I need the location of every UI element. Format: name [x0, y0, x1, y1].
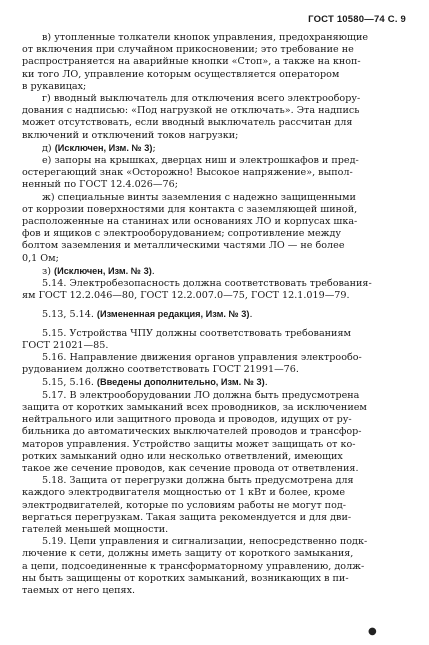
text-line: таемых от него цепях. [22, 584, 136, 596]
text-line: от коррозии поверхностями для контакта с заземляющей шиной, [22, 203, 358, 215]
text-line: в рукавицах; [22, 80, 87, 92]
text-line: 5.18. Защита от перегрузки должна быть предусмотрена для [42, 475, 354, 487]
text-line: 5.14. Электробезопасность должна соответствовать требования- [42, 278, 372, 290]
text-line: каждого электродвигателя мощностью от 1 кВт и более, кроме [22, 487, 345, 499]
text-line: фов и ящиков с электрооборудованием; сопротивление между [22, 228, 342, 240]
text-line: 5.15. Устройства ЧПУ должны соответствовать требованиям [42, 327, 351, 339]
text-line: включений и отключений токов нагрузки; [22, 129, 239, 141]
item-d-note: (Исключен, Изм. № 3) [54, 142, 153, 153]
text-line: ны быть защищены от коротких замыканий, возникающих в пи- [22, 572, 349, 584]
text-line: такое же сечение проводов, как сечение провода от ответвления. [22, 462, 359, 474]
text-line: бильника до автоматических выключателей проводов и трансфор- [22, 426, 362, 438]
item-z-excluded: з) (Исключен, Изм. № 3). [42, 265, 155, 277]
text-line: е) запоры на крышках, дверцах ниш и электрошкафов и пред- [42, 155, 359, 167]
text-line: ненный по ГОСТ 12.4.026—76; [22, 179, 178, 191]
added-text: (Введены дополнительно, Изм. № 3) [96, 377, 265, 388]
item-z-note: (Исключен, Изм. № 3) [54, 265, 152, 276]
text-line: ГОСТ 21021—85. [22, 339, 109, 351]
text-line: маторов управления. Устройство защиты может защищать от ко- [22, 438, 356, 450]
text-line: защита от коротких замыканий всех проводников, за исключением [22, 401, 367, 413]
text-line: электродвигателей, которые по условиям работы не могут под- [22, 499, 347, 511]
text-line: 5.17. В электрооборудовании ЛО должна быть предусмотрена [42, 389, 360, 401]
text-line: лючение к сети, должны иметь защиту от короткого замыкания, [22, 548, 354, 560]
added-note: 5.15, 5.16. (Введены дополнительно, Изм. № 3). [42, 377, 268, 389]
text-line: 0,1 Ом; [22, 252, 59, 264]
text-line: может отсутствовать, если вводный выключатель рассчитан для [22, 117, 353, 129]
text-line: 5.16. Направление движения органов управления электрообо- [42, 352, 362, 364]
text-line: ки того ЛО, управление которым осуществляется оператором [22, 68, 340, 80]
text-line: остерегающий знак «Осторожно! Высокое напряжение», выпол- [22, 167, 353, 179]
item-d-prefix: д) [42, 142, 55, 154]
item-d-excluded: д) (Исключен, Изм. № 3); [42, 142, 156, 154]
text-line: а цепи, подсоединенные к трансформаторному управлению, долж- [22, 560, 365, 572]
text-line: рудованием должно соответствовать ГОСТ 21991—76. [22, 364, 299, 376]
text-line: от включения при случайном прикосновении; это требование не [22, 44, 354, 56]
text-line: вергаться перегрузкам. Такая защита рекомендуется и для дви- [22, 511, 352, 523]
revision-text: (Измененная редакция, Изм. № 3) [96, 309, 250, 320]
text-line: распространяется на аварийные кнопки «Стоп», а также на кноп- [22, 56, 361, 68]
text-line: нейтрального или защитного провода и проводов, идущих от ру- [22, 414, 352, 426]
document-page [22, 14, 408, 597]
revision-note: 5.13, 5.14. (Измененная редакция, Изм. № 3). [42, 309, 253, 321]
text-line: гателей меньшей мощности. [22, 523, 169, 535]
added-prefix: 5.15, 5.16. [42, 377, 97, 389]
revision-prefix: 5.13, 5.14. [42, 309, 97, 321]
page-header [22, 14, 408, 25]
page-number: С. 9 [387, 14, 406, 25]
text-line: ж) специальные винты заземления с надежно защищенными [42, 191, 356, 203]
text-line: ям ГОСТ 12.2.046—80, ГОСТ 12.2.007.0—75, ГОСТ 12.1.019—79. [22, 290, 350, 302]
standard-number: ГОСТ 10580—74 [308, 14, 385, 25]
text-line: расположенные на станинах или основаниях ЛО и корпусах шка- [22, 216, 358, 228]
text-line: ротких замыканий одно или несколько ответвлений, имеющих [22, 450, 343, 462]
text-line: в) утопленные толкатели кнопок управления, предохраняющие [42, 32, 369, 43]
text-line: дования с надписью: «Под нагрузкой не отключать». Эта надпись [22, 105, 360, 117]
text-line: г) вводный выключатель для отключения всего электрообору- [42, 93, 361, 105]
text-line: 5.19. Цепи управления и сигнализации, непосредственно подк- [42, 536, 368, 548]
item-z-prefix: з) [42, 265, 55, 277]
bullet-mark-icon: ● [368, 626, 377, 637]
text-line: болтом заземления и металлическими частями ЛО — не более [22, 240, 345, 252]
